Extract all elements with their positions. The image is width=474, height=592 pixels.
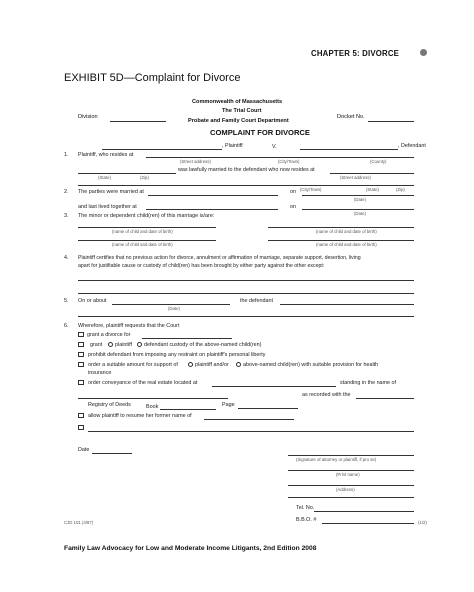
section-6-text: Wherefore, plaintiff requests that the Court — [78, 323, 180, 329]
support-plaintiff-radio[interactable] — [188, 362, 193, 367]
grant-label: grant — [90, 342, 103, 348]
other-field[interactable] — [88, 431, 414, 432]
page-label: Page — [222, 402, 235, 408]
section-5-defendant: the defendant — [240, 298, 273, 304]
section-2-on: on — [290, 189, 296, 195]
section-3-text: The minor or dependent child(ren) of this marriage is/are: — [78, 213, 215, 219]
standing-label: standing in the name of — [340, 380, 397, 386]
defendant-address-field[interactable] — [330, 173, 414, 174]
court-line-1: Commonwealth of Massachusetts — [192, 99, 283, 105]
street-caption: (Street address) — [180, 159, 211, 164]
docket-label: Docket No. — [337, 114, 365, 120]
state-caption: (State) — [98, 175, 111, 180]
defendant-label: , Defendant — [398, 143, 426, 149]
versus-text: V. — [272, 144, 277, 150]
grant-divorce-label: grant a divorce for — [87, 332, 131, 338]
court-line-3: Probate and Family Court Department — [188, 118, 289, 124]
previous-action-field-2[interactable] — [78, 293, 414, 294]
plaintiff-state-field[interactable] — [78, 173, 176, 174]
page-field[interactable] — [238, 408, 298, 409]
print-name-field[interactable] — [288, 470, 414, 471]
section-1-text: Plaintiff, who resides at — [78, 152, 134, 158]
resume-name-label: allow plaintiff to resume her former name of — [88, 413, 192, 419]
order-support-label: order a suitable amount for support of — [88, 362, 178, 368]
form-title: COMPLAINT FOR DIVORCE — [210, 128, 310, 137]
book-field[interactable] — [160, 409, 216, 410]
standing-name-field[interactable] — [78, 398, 228, 399]
tel-label: Tel. No. — [296, 505, 315, 511]
last-lived-place-field[interactable] — [146, 209, 278, 210]
section-5-number: 5. — [64, 298, 69, 304]
marriage-date-field[interactable] — [302, 195, 414, 196]
last-lived-date-field[interactable] — [302, 209, 414, 210]
signature-field[interactable] — [288, 455, 414, 456]
zip-caption: (Zip) — [140, 175, 149, 180]
custody-checkbox[interactable] — [78, 342, 84, 347]
print-name-caption: (Print name) — [336, 472, 360, 477]
other-checkbox[interactable] — [78, 425, 84, 430]
section-4-number: 4. — [64, 255, 69, 261]
custody-plaintiff-radio[interactable] — [108, 342, 113, 347]
date-caption: (Date) — [354, 197, 366, 202]
child-1-field[interactable] — [78, 227, 216, 228]
city-caption: (City/Town) — [278, 159, 300, 164]
breakdown-field-2[interactable] — [78, 316, 414, 317]
section-6-number: 6. — [64, 323, 69, 329]
section-2-on-2: on — [290, 204, 296, 210]
conveyance-checkbox[interactable] — [78, 380, 84, 385]
address-field-2[interactable] — [288, 497, 414, 498]
bullet-icon — [420, 49, 427, 56]
children-health-label: above-named child(ren) with suitable provision for health — [243, 362, 379, 368]
plaintiff-and-or-label: plaintiff and/or — [195, 362, 229, 368]
child-caption-4: (name of child and date of birth) — [316, 242, 377, 247]
zip-caption-2: (Zip) — [396, 187, 405, 192]
child-caption-2: (name of child and date of birth) — [316, 229, 377, 234]
section-2-number: 2. — [64, 189, 69, 195]
bbo-label: B.B.O. # — [296, 517, 317, 523]
book-label: Book — [146, 404, 159, 410]
plaintiff-option-label: plaintiff — [115, 342, 132, 348]
section-5-text: On or about — [78, 298, 107, 304]
street-caption-2: (Street address) — [340, 175, 371, 180]
chapter-heading: CHAPTER 5: DIVORCE — [311, 49, 400, 58]
page-code: (1/2) — [418, 520, 427, 525]
form-code: CJD 101 (4/87) — [64, 520, 94, 525]
date-field[interactable] — [92, 453, 132, 454]
child-2-field[interactable] — [268, 227, 414, 228]
grant-divorce-checkbox[interactable] — [78, 332, 84, 337]
book-title: Family Law Advocacy for Low and Moderate Income Litigants, 2nd Edition 2008 — [64, 545, 317, 552]
city-caption-2: (City/Town) — [300, 187, 322, 192]
breakdown-description-field[interactable] — [280, 304, 414, 305]
section-4-text-2: apart for justifiable cause or custody of child(ren) has been brought by either party against the other except: — [78, 263, 325, 269]
state-caption-2: (State) — [366, 187, 379, 192]
marriage-place-field[interactable] — [148, 195, 278, 196]
section-2-text: The parties were married at — [78, 189, 144, 195]
defendant-city-field[interactable] — [78, 185, 414, 186]
section-2-text-2: and last lived together at — [78, 204, 137, 210]
defendant-name-field[interactable] — [300, 149, 398, 150]
court-line-2: The Trial Court — [222, 108, 262, 114]
date-label: Date — [78, 447, 90, 453]
breakdown-date-field[interactable] — [112, 304, 230, 305]
date-caption-2: (Date) — [354, 211, 366, 216]
child-caption-3: (name of child and date of birth) — [112, 242, 173, 247]
defendant-custody-label: defendant custody of the above-named child(ren) — [144, 342, 262, 348]
child-caption-1: (name of child and date of birth) — [112, 229, 173, 234]
docket-field[interactable] — [368, 121, 414, 122]
support-checkbox[interactable] — [78, 362, 84, 367]
child-3-field[interactable] — [78, 240, 216, 241]
section-4-text-1: Plaintiff certifies that no previous action for divorce, annulment or affirmation of marriage, separate support, desertion, living — [78, 255, 361, 261]
date-caption-3: (Date) — [168, 306, 180, 311]
signature-caption: (Signature of attorney or plaintiff, if pro se) — [296, 457, 377, 462]
county-caption: (County) — [370, 159, 387, 164]
grant-divorce-field[interactable] — [142, 338, 232, 339]
section-1-line-2: was lawfully married to the defendant who now resides at — [178, 167, 315, 173]
tel-field[interactable] — [314, 511, 414, 512]
address-caption: (Address) — [336, 487, 355, 492]
section-1-number: 1. — [64, 152, 69, 158]
plaintiff-address-field[interactable] — [146, 157, 414, 158]
resume-name-checkbox[interactable] — [78, 413, 84, 418]
address-field[interactable] — [288, 485, 414, 486]
plaintiff-name-field[interactable] — [102, 149, 222, 150]
plaintiff-label: , Plaintiff — [222, 143, 243, 149]
prohibit-label: prohibit defendant from imposing any restraint on plaintiff's personal liberty — [88, 352, 266, 358]
exhibit-title: EXHIBIT 5D—Complaint for Divorce — [64, 72, 241, 84]
division-field[interactable] — [110, 121, 166, 122]
insurance-label: insurance — [88, 370, 112, 376]
child-4-field[interactable] — [268, 240, 414, 241]
recorded-label: as recorded with the — [302, 392, 351, 398]
section-3-number: 3. — [64, 213, 69, 219]
recorded-field[interactable] — [356, 398, 414, 399]
division-label: Division — [78, 114, 98, 120]
previous-action-field-1[interactable] — [78, 280, 414, 281]
former-name-field[interactable] — [204, 419, 294, 420]
custody-defendant-radio[interactable] — [137, 342, 142, 347]
conveyance-label: order conveyance of the real estate located at — [88, 380, 198, 386]
registry-label: Registry of Deeds — [88, 402, 131, 408]
support-children-radio[interactable] — [236, 362, 241, 367]
real-estate-field[interactable] — [212, 386, 336, 387]
prohibit-checkbox[interactable] — [78, 352, 84, 357]
bbo-field[interactable] — [322, 523, 414, 524]
